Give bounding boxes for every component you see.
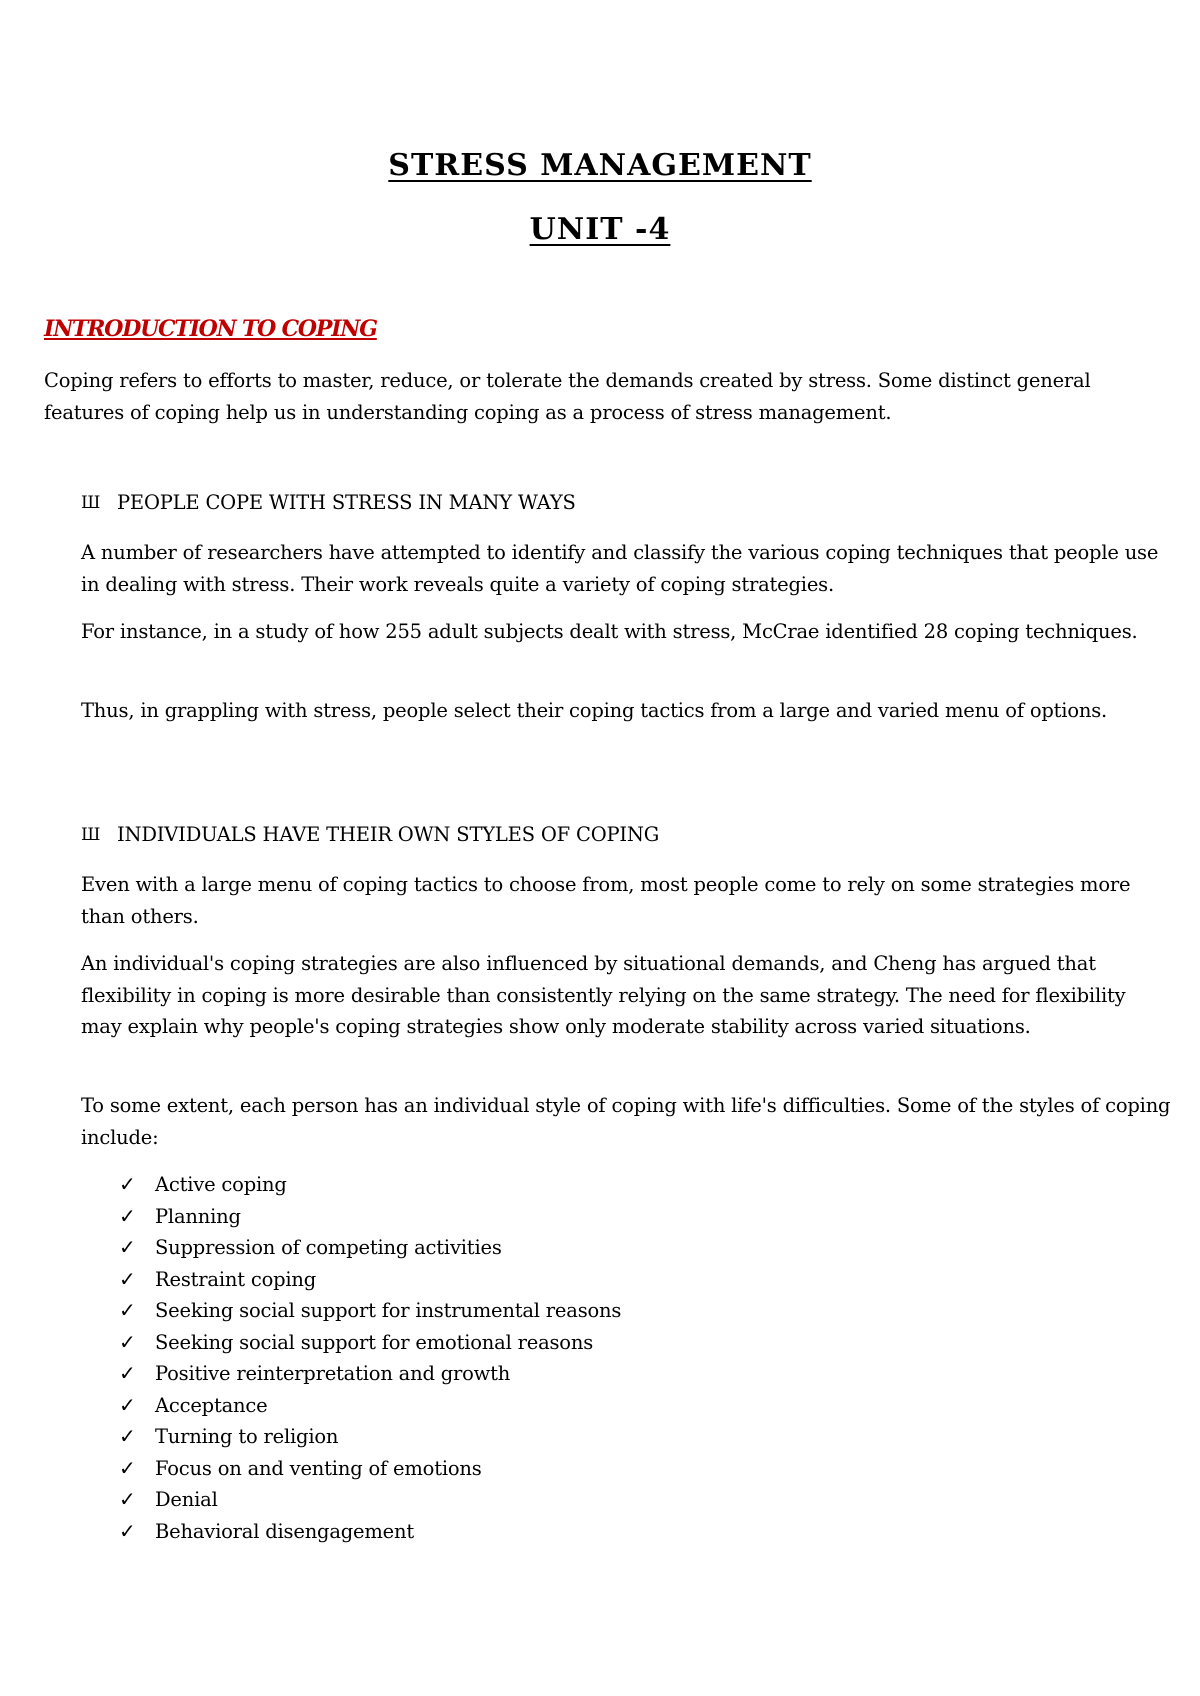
- list-item-label: Behavioral disengagement: [155, 1519, 415, 1543]
- list-item: [119, 1358, 621, 1390]
- list-item: [119, 1421, 621, 1453]
- section-heading-introduction: INTRODUCTION TO COPING: [44, 316, 377, 342]
- list-item-label: Seeking social support for instrumental reasons: [155, 1299, 622, 1322]
- bullet-icon: Ш: [81, 492, 101, 513]
- list-item-label: Seeking social support for emotional reasons: [155, 1330, 594, 1354]
- unit-title-text: UNIT -4: [529, 212, 671, 247]
- paragraph: Even with a large menu of coping tactics to choose from, most people come to rely on some strategies more than others.: [81, 873, 1131, 928]
- checkmark-icon: ✓: [119, 1455, 136, 1480]
- subsection-heading-own-styles: [81, 823, 659, 846]
- checkmark-icon: ✓: [119, 1298, 136, 1322]
- list-item: [119, 1232, 621, 1264]
- subsection-heading-text: INDIVIDUALS HAVE THEIR OWN STYLES OF COPING: [117, 823, 660, 846]
- subsection-heading-text: PEOPLE COPE WITH STRESS IN MANY WAYS: [117, 491, 576, 514]
- checkmark-icon: ✓: [119, 1392, 136, 1417]
- checkmark-icon: ✓: [119, 1361, 136, 1385]
- checkmark-icon: ✓: [119, 1329, 136, 1354]
- checkmark-icon: ✓: [119, 1172, 136, 1196]
- coping-styles-list: [119, 1169, 621, 1547]
- list-item-label: Acceptance: [155, 1393, 268, 1417]
- list-item: [119, 1201, 621, 1233]
- list-item-label: Restraint coping: [155, 1267, 317, 1291]
- list-item: [119, 1169, 621, 1201]
- list-item-label: Turning to religion: [155, 1425, 339, 1448]
- checkmark-icon: ✓: [119, 1235, 136, 1259]
- paragraph: A number of researchers have attempted to identify and classify the various coping techniques that people use in dealing with stress. Their work reveals quite a variety of coping strategies.: [81, 541, 1159, 596]
- checkmark-icon: ✓: [119, 1266, 136, 1291]
- paragraph: Thus, in grappling with stress, people select their coping tactics from a large and varied menu of options.: [81, 699, 1108, 722]
- unit-title: [0, 212, 1200, 247]
- checkmark-icon: ✓: [119, 1487, 136, 1511]
- list-item-label: Planning: [155, 1204, 241, 1228]
- paragraph: For instance, in a study of how 255 adult subjects dealt with stress, McCrae identified 28 coping techniques.: [81, 620, 1138, 643]
- document-title-text: STRESS MANAGEMENT: [388, 148, 812, 183]
- list-item-label: Positive reinterpretation and growth: [155, 1362, 511, 1385]
- list-item: [119, 1484, 621, 1516]
- list-item-label: Focus on and venting of emotions: [155, 1456, 482, 1480]
- checkmark-icon: ✓: [119, 1424, 136, 1448]
- list-item: [119, 1390, 621, 1422]
- list-item: [119, 1327, 621, 1359]
- list-item-label: Active coping: [155, 1173, 287, 1196]
- list-item: [119, 1264, 621, 1296]
- document-title: [0, 148, 1200, 183]
- paragraph: To some extent, each person has an individual style of coping with life's difficulties. Some of the styles of coping include:: [81, 1094, 1171, 1149]
- intro-paragraph: Coping refers to efforts to master, reduce, or tolerate the demands created by stress. Some distinct general features of coping help us in understanding coping as a process of stress management.: [44, 369, 1091, 424]
- list-item: [119, 1516, 621, 1548]
- subsection-heading-many-ways: [81, 491, 576, 514]
- list-item-label: Denial: [155, 1488, 218, 1511]
- paragraph: An individual's coping strategies are also influenced by situational demands, and Cheng has argued that flexibility in coping is more desirable than consistently relying on the same strategy. The need for flexibility may explain why people's coping strategies show only moderate stability across varied situations.: [81, 952, 1126, 1038]
- checkmark-icon: ✓: [119, 1203, 136, 1228]
- list-item: [119, 1453, 621, 1485]
- bullet-icon: Ш: [81, 824, 101, 845]
- list-item-label: Suppression of competing activities: [155, 1236, 502, 1259]
- list-item: [119, 1295, 621, 1327]
- checkmark-icon: ✓: [119, 1518, 136, 1543]
